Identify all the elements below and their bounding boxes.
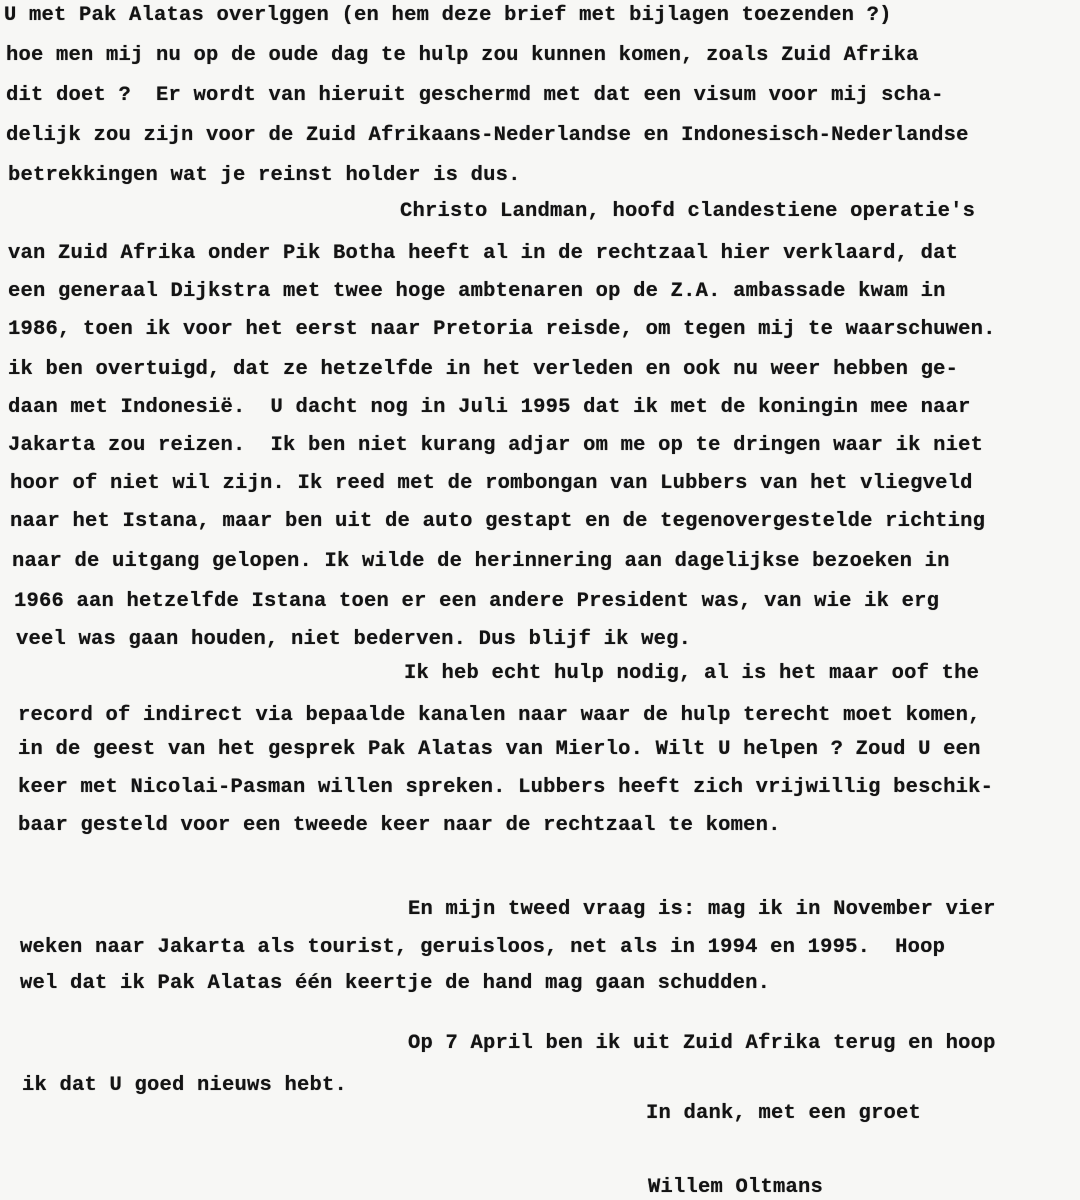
letter-line: betrekkingen wat je reinst holder is dus. [8,164,521,187]
letter-line: daan met Indonesië. U dacht nog in Juli 1995 dat ik met de koningin mee naar [8,396,971,419]
letter-line: weken naar Jakarta als tourist, geruisloos, net als in 1994 en 1995. Hoop [20,936,946,959]
letter-line: ik ben overtuigd, dat ze hetzelfde in het verleden en ook nu weer hebben ge- [8,358,959,381]
letter-line: veel was gaan houden, niet bederven. Dus blijf ik weg. [16,628,692,651]
letter-line: een generaal Dijkstra met twee hoge ambtenaren op de Z.A. ambassade kwam in [8,280,946,303]
letter-line: ik dat U goed nieuws hebt. [22,1074,348,1097]
letter-closing: In dank, met een groet [646,1102,922,1125]
letter-line: Ik heb echt hulp nodig, al is het maar oof the [404,662,980,685]
letter-line: wel dat ik Pak Alatas één keertje de hand mag gaan schudden. [20,972,771,995]
letter-line: 1966 aan hetzelfde Istana toen er een andere President was, van wie ik erg [14,590,940,613]
letter-line: Christo Landman, hoofd clandestiene operatie's [400,200,976,223]
letter-line: baar gesteld voor een tweede keer naar de rechtzaal te komen. [18,814,781,837]
letter-line: hoor of niet wil zijn. Ik reed met de rombongan van Lubbers van het vliegveld [10,472,973,495]
letter-line: Op 7 April ben ik uit Zuid Afrika terug en hoop [408,1032,996,1055]
letter-line: U met Pak Alatas overlggen (en hem deze brief met bijlagen toezenden ?) [4,4,892,27]
letter-line: En mijn tweed vraag is: mag ik in November vier [408,898,996,921]
letter-line: dit doet ? Er wordt van hieruit geschermd met dat een visum voor mij scha- [6,84,944,107]
letter-line: keer met Nicolai-Pasman willen spreken. Lubbers heeft zich vrijwillig beschik- [18,776,994,799]
letter-line: naar het Istana, maar ben uit de auto gestapt en de tegenovergestelde richting [10,510,986,533]
letter-line: van Zuid Afrika onder Pik Botha heeft al in de rechtzaal hier verklaard, dat [8,242,959,265]
letter-signature: Willem Oltmans [648,1176,824,1199]
letter-line: naar de uitgang gelopen. Ik wilde de herinnering aan dagelijkse bezoeken in [12,550,950,573]
letter-line: record of indirect via bepaalde kanalen naar waar de hulp terecht moet komen, [18,704,981,727]
letter-line: hoe men mij nu op de oude dag te hulp zou kunnen komen, zoals Zuid Afrika [6,44,919,67]
letter-line: 1986, toen ik voor het eerst naar Pretoria reisde, om tegen mij te waarschuwen. [8,318,996,341]
letter-line: delijk zou zijn voor de Zuid Afrikaans-Nederlandse en Indonesisch-Nederlandse [6,124,969,147]
letter-line: in de geest van het gesprek Pak Alatas van Mierlo. Wilt U helpen ? Zoud U een [18,738,981,761]
letter-line: Jakarta zou reizen. Ik ben niet kurang adjar om me op te dringen waar ik niet [8,434,984,457]
